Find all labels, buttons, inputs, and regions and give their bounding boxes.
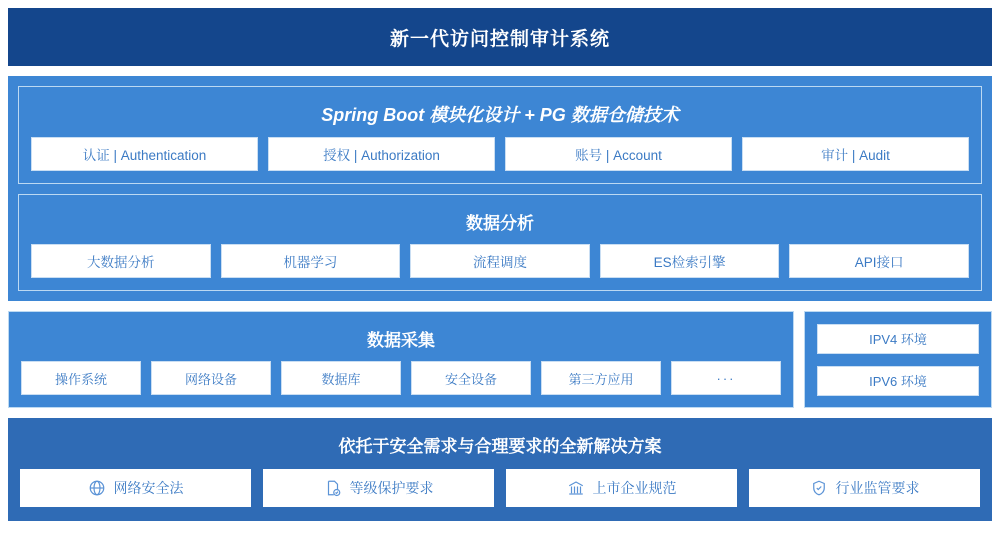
collection-item-operating-system[interactable]: 操作系统 — [21, 361, 141, 395]
platform-item-audit[interactable]: 审计 | Audit — [742, 137, 969, 171]
compliance-chip-row — [20, 469, 980, 507]
page-title: 新一代访问控制审计系统 — [389, 28, 610, 50]
compliance-item-label: 行业监管要求 — [835, 480, 920, 496]
analysis-item-api[interactable]: API接口 — [789, 244, 969, 278]
collection-item-network-device[interactable]: 网络设备 — [151, 361, 271, 395]
environment-item-ipv4[interactable]: IPV4 环境 — [817, 324, 979, 354]
collection-section — [8, 311, 794, 408]
collection-item-more[interactable]: ··· — [671, 361, 781, 395]
bank-icon — [567, 479, 585, 497]
compliance-item-label: 上市企业规范 — [592, 480, 677, 496]
shield-check-icon — [810, 479, 828, 497]
environment-item-ipv6[interactable]: IPV6 环境 — [817, 366, 979, 396]
system-title-bar — [8, 8, 992, 66]
collection-item-third-party-app[interactable]: 第三方应用 — [541, 361, 661, 395]
platform-item-authentication[interactable]: 认证 | Authentication — [31, 137, 258, 171]
collection-item-security-device[interactable]: 安全设备 — [411, 361, 531, 395]
platform-item-account[interactable]: 账号 | Account — [505, 137, 732, 171]
platform-chip-row — [31, 137, 969, 171]
analysis-chip-row — [31, 244, 969, 278]
compliance-item-label: 等级保护要求 — [349, 480, 434, 496]
diagram-root — [0, 8, 1000, 537]
compliance-item-label: 网络安全法 — [113, 480, 184, 496]
environment-section — [804, 311, 992, 408]
collection-chip-row — [21, 361, 781, 395]
compliance-item-classified-protection[interactable] — [263, 469, 494, 507]
globe-icon — [88, 479, 106, 497]
compliance-item-listed-enterprise[interactable] — [506, 469, 737, 507]
platform-section-title: Spring Boot 模块化设计 + PG 数据仓储技术 — [321, 105, 679, 125]
collection-section-title: 数据采集 — [367, 331, 435, 350]
compliance-item-cybersecurity-law[interactable] — [20, 469, 251, 507]
compliance-item-industry-regulation[interactable] — [749, 469, 980, 507]
platform-item-authorization[interactable]: 授权 | Authorization — [268, 137, 495, 171]
analysis-item-process-scheduling[interactable]: 流程调度 — [410, 244, 590, 278]
compliance-title: 依托于安全需求与合理要求的全新解决方案 — [338, 437, 662, 456]
analysis-item-bigdata[interactable]: 大数据分析 — [31, 244, 211, 278]
analysis-section-title: 数据分析 — [466, 214, 534, 233]
analysis-section — [18, 194, 982, 291]
platform-band — [8, 76, 992, 301]
platform-section — [18, 86, 982, 184]
collection-band — [8, 311, 992, 408]
analysis-item-es-search-engine[interactable]: ES检索引擎 — [600, 244, 780, 278]
analysis-item-machine-learning[interactable]: 机器学习 — [221, 244, 401, 278]
compliance-band — [8, 418, 992, 521]
collection-item-database[interactable]: 数据库 — [281, 361, 401, 395]
document-check-icon — [324, 479, 342, 497]
